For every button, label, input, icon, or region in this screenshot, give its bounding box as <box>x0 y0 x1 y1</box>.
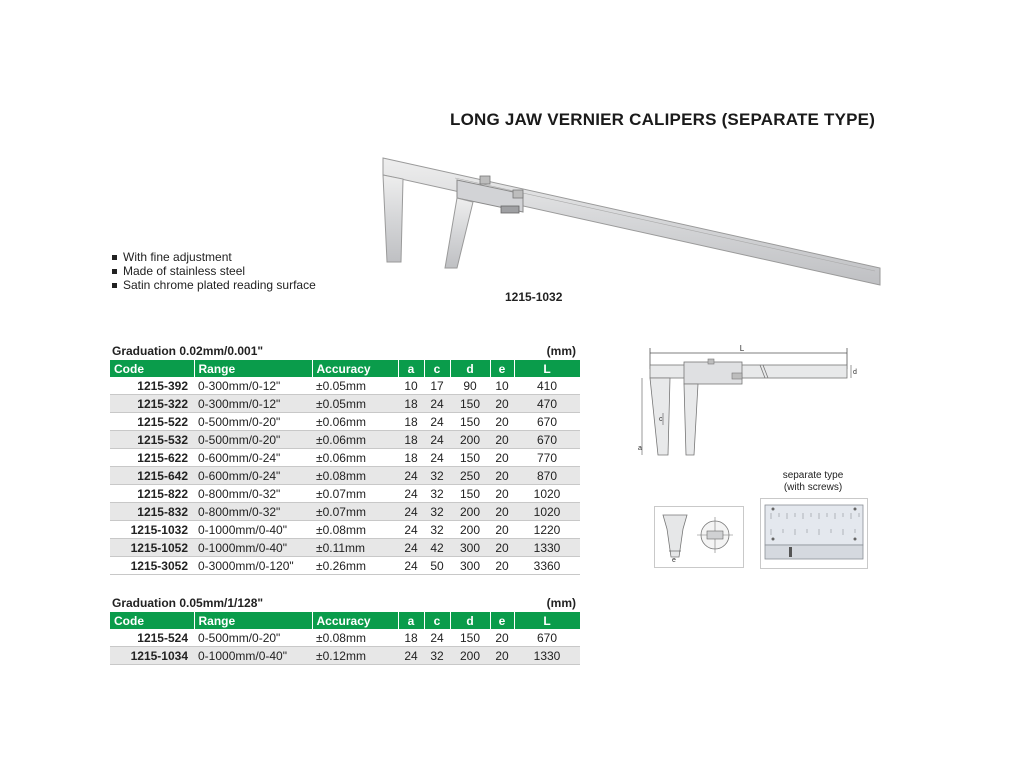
table-cell: 1215-3052 <box>110 557 194 575</box>
table-row <box>110 521 580 539</box>
table-cell: 10 <box>398 377 424 395</box>
dim-label-d: d <box>853 369 857 376</box>
table-cell: 1215-322 <box>110 395 194 413</box>
table-cell: 0-500mm/0-20" <box>194 413 312 431</box>
table-cell: 24 <box>398 521 424 539</box>
table-cell: 20 <box>490 629 514 647</box>
table-cell: 1215-832 <box>110 503 194 521</box>
spec-table-2 <box>110 612 581 665</box>
table-cell: 24 <box>398 539 424 557</box>
table-row <box>110 467 580 485</box>
table-cell: 1220 <box>514 521 580 539</box>
spec-table-block-2 <box>110 596 580 665</box>
table-cell: 20 <box>490 539 514 557</box>
col-header: Code <box>110 612 194 629</box>
table-cell: 18 <box>398 629 424 647</box>
table-cell: 32 <box>424 467 450 485</box>
table-row <box>110 377 580 395</box>
table-header <box>110 360 580 377</box>
table-cell: 18 <box>398 413 424 431</box>
table-cell: 200 <box>450 431 490 449</box>
dim-label-e: e <box>672 557 676 564</box>
feature-item: With fine adjustment <box>112 250 316 264</box>
table-cell: 200 <box>450 521 490 539</box>
table-row <box>110 557 580 575</box>
table-cell: 20 <box>490 431 514 449</box>
jaw-detail-drawing <box>655 507 743 567</box>
table-cell: 470 <box>514 395 580 413</box>
table-cell: 0-600mm/0-24" <box>194 449 312 467</box>
table-cell: ±0.08mm <box>312 521 398 539</box>
table-cell: 200 <box>450 647 490 665</box>
table-cell: 200 <box>450 503 490 521</box>
table-cell: 0-3000mm/0-120" <box>194 557 312 575</box>
table-cell: 1215-822 <box>110 485 194 503</box>
unit-label: (mm) <box>546 596 576 610</box>
bullet-icon <box>112 283 117 288</box>
table-cell: 150 <box>450 485 490 503</box>
table-cell: 50 <box>424 557 450 575</box>
table-cell: ±0.05mm <box>312 377 398 395</box>
table-cell: 670 <box>514 629 580 647</box>
table-cell: 24 <box>424 395 450 413</box>
table-row <box>110 647 580 665</box>
feature-list <box>112 250 316 292</box>
table-cell: 0-1000mm/0-40" <box>194 647 312 665</box>
table-cell: 300 <box>450 539 490 557</box>
table-cell: 20 <box>490 503 514 521</box>
table-cell: ±0.07mm <box>312 485 398 503</box>
spec-table-block-1 <box>110 344 580 575</box>
table-cell: 670 <box>514 413 580 431</box>
table-cell: 3360 <box>514 557 580 575</box>
table-cell: 1330 <box>514 647 580 665</box>
caliper-illustration <box>365 150 885 290</box>
table-cell: 20 <box>490 467 514 485</box>
table-cell: 90 <box>450 377 490 395</box>
separate-type-drawing <box>761 499 867 568</box>
table-cell: 0-500mm/0-20" <box>194 629 312 647</box>
table-cell: 1020 <box>514 485 580 503</box>
table-cell: 20 <box>490 413 514 431</box>
table-cell: 150 <box>450 449 490 467</box>
col-header: e <box>490 360 514 377</box>
table-cell: 17 <box>424 377 450 395</box>
col-header: L <box>514 612 580 629</box>
table-cell: 0-300mm/0-12" <box>194 395 312 413</box>
table-cell: 670 <box>514 431 580 449</box>
table-cell: 24 <box>398 647 424 665</box>
dim-label-a: a <box>638 445 642 452</box>
table-cell: 1215-1052 <box>110 539 194 557</box>
table-cell: 1215-642 <box>110 467 194 485</box>
table-cell: 20 <box>490 449 514 467</box>
table-cell: 150 <box>450 413 490 431</box>
table-row <box>110 395 580 413</box>
dim-label-L: L <box>739 344 745 353</box>
graduation-label: Graduation 0.02mm/0.001" <box>112 344 264 358</box>
table-row <box>110 449 580 467</box>
spec-table-1 <box>110 360 581 575</box>
table-cell: 300 <box>450 557 490 575</box>
table-cell: 24 <box>398 485 424 503</box>
page-title: LONG JAW VERNIER CALIPERS (SEPARATE TYPE) <box>450 110 876 129</box>
table-cell: 20 <box>490 521 514 539</box>
col-header: d <box>450 360 490 377</box>
table-cell: ±0.06mm <box>312 413 398 431</box>
table-cell: 0-500mm/0-20" <box>194 431 312 449</box>
table-cell: 870 <box>514 467 580 485</box>
table-cell: 32 <box>424 485 450 503</box>
col-header: Accuracy <box>312 612 398 629</box>
col-header: L <box>514 360 580 377</box>
table-cell: 42 <box>424 539 450 557</box>
table-cell: 1330 <box>514 539 580 557</box>
table-cell: 770 <box>514 449 580 467</box>
col-header: c <box>424 612 450 629</box>
table-cell: 0-1000mm/0-40" <box>194 521 312 539</box>
table-cell: 24 <box>398 557 424 575</box>
table-cell: 1215-532 <box>110 431 194 449</box>
table-cell: 18 <box>398 431 424 449</box>
table-cell: 1215-392 <box>110 377 194 395</box>
col-header: e <box>490 612 514 629</box>
bullet-icon <box>112 255 117 260</box>
table-cell: 24 <box>424 629 450 647</box>
table-cell: ±0.11mm <box>312 539 398 557</box>
table-cell: 1215-524 <box>110 629 194 647</box>
table-cell: ±0.08mm <box>312 629 398 647</box>
col-header: a <box>398 360 424 377</box>
feature-item: Satin chrome plated reading surface <box>112 278 316 292</box>
table-cell: ±0.12mm <box>312 647 398 665</box>
graduation-row <box>110 344 580 360</box>
table-cell: 20 <box>490 395 514 413</box>
table-cell: 18 <box>398 395 424 413</box>
bullet-icon <box>112 269 117 274</box>
table-cell: 250 <box>450 467 490 485</box>
model-label: 1215-1032 <box>505 290 563 304</box>
table-cell: 410 <box>514 377 580 395</box>
table-cell: ±0.26mm <box>312 557 398 575</box>
table-row <box>110 413 580 431</box>
table-cell: 32 <box>424 503 450 521</box>
table-cell: 18 <box>398 449 424 467</box>
table-row <box>110 539 580 557</box>
table-cell: 1215-1034 <box>110 647 194 665</box>
separate-type-detail-box <box>760 498 868 569</box>
unit-label: (mm) <box>546 344 576 358</box>
table-cell: ±0.05mm <box>312 395 398 413</box>
col-header: Range <box>194 360 312 377</box>
col-header: Accuracy <box>312 360 398 377</box>
table-cell: 32 <box>424 647 450 665</box>
col-header: c <box>424 360 450 377</box>
table-cell: 24 <box>424 449 450 467</box>
table-cell: 24 <box>398 503 424 521</box>
table-row <box>110 503 580 521</box>
table-cell: 24 <box>424 413 450 431</box>
table-row <box>110 485 580 503</box>
table-cell: 24 <box>424 431 450 449</box>
table-cell: 20 <box>490 485 514 503</box>
table-cell: ±0.07mm <box>312 503 398 521</box>
col-header: a <box>398 612 424 629</box>
table-cell: 0-300mm/0-12" <box>194 377 312 395</box>
col-header: Range <box>194 612 312 629</box>
jaw-detail-box <box>654 506 744 568</box>
table-cell: ±0.06mm <box>312 449 398 467</box>
table-row <box>110 629 580 647</box>
table-cell: 0-800mm/0-32" <box>194 485 312 503</box>
table-cell: 1215-1032 <box>110 521 194 539</box>
table-cell: 1020 <box>514 503 580 521</box>
table-cell: 10 <box>490 377 514 395</box>
table-cell: ±0.06mm <box>312 431 398 449</box>
graduation-label: Graduation 0.05mm/1/128" <box>112 596 264 610</box>
dimension-diagram <box>632 343 862 468</box>
table-cell: 0-800mm/0-32" <box>194 503 312 521</box>
table-header <box>110 612 580 629</box>
table-cell: 0-1000mm/0-40" <box>194 539 312 557</box>
table-cell: 150 <box>450 395 490 413</box>
col-header: Code <box>110 360 194 377</box>
separate-type-label: separate type (with screws) <box>782 470 844 493</box>
table-cell: 1215-522 <box>110 413 194 431</box>
table-cell: 1215-622 <box>110 449 194 467</box>
table-cell: 24 <box>398 467 424 485</box>
col-header: d <box>450 612 490 629</box>
table-cell: 0-600mm/0-24" <box>194 467 312 485</box>
table-cell: ±0.08mm <box>312 467 398 485</box>
table-cell: 20 <box>490 557 514 575</box>
table-row <box>110 431 580 449</box>
dim-label-c: c <box>659 416 663 423</box>
table-cell: 32 <box>424 521 450 539</box>
feature-item: Made of stainless steel <box>112 264 316 278</box>
table-cell: 150 <box>450 629 490 647</box>
table-cell: 20 <box>490 647 514 665</box>
graduation-row <box>110 596 580 612</box>
